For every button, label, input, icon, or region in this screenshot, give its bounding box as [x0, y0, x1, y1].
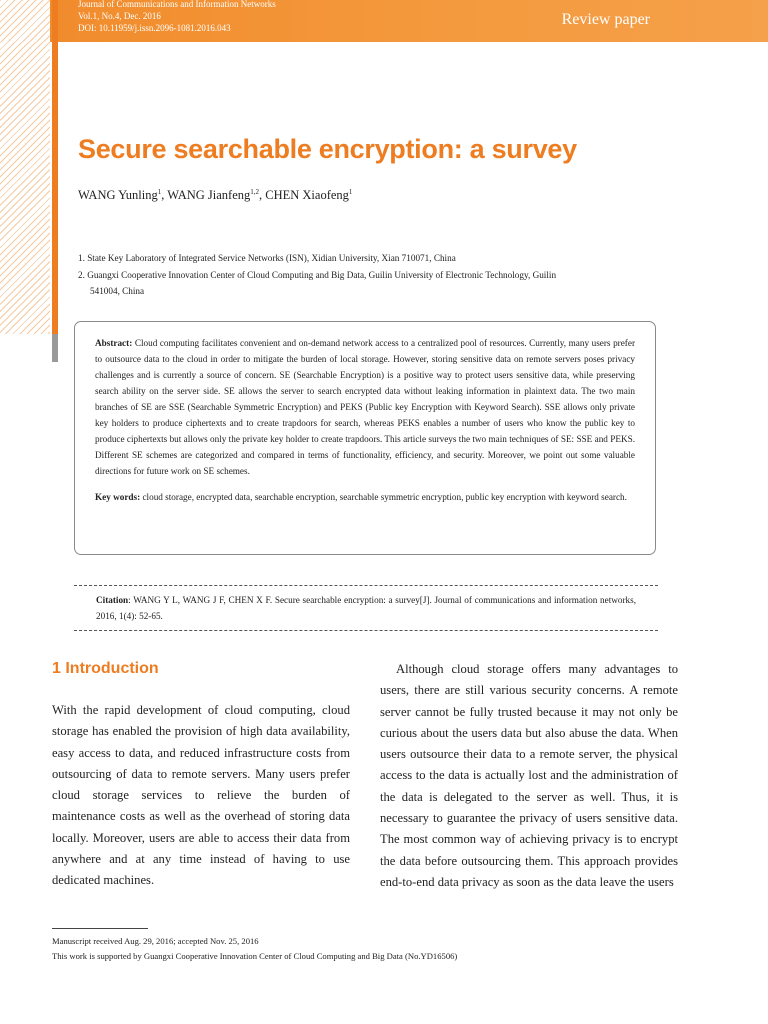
footnote-item: Manuscript received Aug. 29, 2016; accepted Nov. 25, 2016 — [52, 936, 259, 946]
author-list: WANG Yunling$^1$, WANG Jianfeng$^{1,2}$, CHEN Xiaofeng$^1$ — [78, 188, 353, 203]
footnotes — [52, 934, 652, 964]
abstract-paragraph — [95, 335, 635, 479]
citation-text: : WANG Y L, WANG J F, CHEN X F. Secure searchable encryption: a survey[J]. Journal of communications and information networks, 2016, 1(4): 52-65. — [96, 595, 636, 621]
side-stripe-pattern — [0, 42, 50, 334]
citation-label: Citation — [96, 595, 129, 605]
affiliations — [78, 250, 638, 300]
author-name: WANG Jianfeng — [167, 188, 251, 203]
journal-name: Journal of Communications and Information Networks — [78, 0, 276, 9]
keywords-label: Key words: — [95, 492, 141, 502]
author-affil-sup: 1 — [157, 188, 162, 196]
abstract-box — [74, 321, 656, 555]
header-stripe-pattern — [0, 0, 50, 42]
citation-box — [74, 585, 658, 631]
abstract-label: Abstract: — [95, 338, 133, 348]
right-column — [380, 659, 678, 893]
section-heading: 1 Introduction — [52, 660, 159, 677]
author-name: CHEN Xiaofeng — [265, 188, 349, 203]
author-name: WANG Yunling — [78, 188, 158, 203]
paper-type-label: Review paper — [561, 11, 650, 28]
author-affil-sup: 1 — [348, 188, 353, 196]
body-paragraph: With the rapid development of cloud computing, cloud storage has enabled the provision of high data availability, easy access to data, and reduced infrastructure costs from outsourcing of data to remote servers. Many users prefer cloud storage services to relieve the burden of maintenance costs as well as the overhead of storing data locally. Moreover, users are able to access their data from anywhere and at any time instead of having to use dedicated machines. — [52, 703, 350, 888]
keywords-paragraph — [95, 489, 635, 505]
body-paragraph: Although cloud storage offers many advantages to users, there are still various security concerns. A remote server cannot be fully trusted because it may not only be curious about the users data but also abuse the data. When users outsource their data to a remote server, the physical access to the data is actually lost and the administration of the data is delegated to the server as well. Thus, it is necessary to guarantee the privacy of users sensitive data. The most common way of achieving privacy is to encrypt the data before outsourcing them. This approach provides end-to-end data privacy as soon as the data leave the users — [380, 662, 678, 889]
footnote-item: This work is supported by Guangxi Cooperative Innovation Center of Cloud Computing and Big Data (No.YD16506) — [52, 951, 458, 961]
abstract-text: Cloud computing facilitates convenient and on-demand network access to a centralized pool of resources. Currently, many users prefer to outsource data to the cloud in order to mitigate the burden of local storage. However, storing sensitive data on remote servers poses privacy challenges and is currently a source of concern. SE (Searchable Encryption) is a positive way to protect users sensitive data, while preserving search ability on the server side. SE allows the server to search encrypted data without leaking information in plaintext data. The two main branches of SE are SSE (Searchable Symmetric Encryption) and PEKS (Public key Encryption with Keyword Search). SSE allows only private key holders to produce ciphertexts and to create trapdoors for search, whereas PEKS enables a number of users who know the public key to produce ciphertexts but allows only the private key holder to create trapdoors. This article surveys the two main techniques of SE: SSE and PEKS. Different SE schemes are categorized and compared in terms of functionality, efficiency, and security. Moreover, we point out some valuable directions for future work on SE schemes. — [95, 338, 636, 476]
footnote-rule — [52, 928, 148, 929]
affiliation-item: 1. State Key Laboratory of Integrated Service Networks (ISN), Xidian University, Xian 710071, China — [78, 253, 456, 263]
paper-title: Secure searchable encryption: a survey — [78, 134, 577, 164]
keywords-text: cloud storage, encrypted data, searchable encryption, searchable symmetric encryption, public key encryption with keyword search. — [142, 492, 627, 502]
journal-info — [78, 0, 276, 34]
journal-volume: Vol.1, No.4, Dec. 2016 — [78, 11, 161, 21]
author-affil-sup: 1,2 — [250, 188, 259, 196]
side-gray-line — [52, 334, 58, 362]
journal-doi: DOI: 10.11959/j.issn.2096-1081.2016.043 — [78, 23, 231, 33]
affiliation-item: 2. Guangxi Cooperative Innovation Center of Cloud Computing and Big Data, Guilin University of Electronic Technology, Guilin — [78, 269, 557, 280]
left-column — [52, 700, 350, 892]
side-accent-line — [52, 0, 58, 334]
affiliation-item: 541004, China — [90, 286, 145, 296]
